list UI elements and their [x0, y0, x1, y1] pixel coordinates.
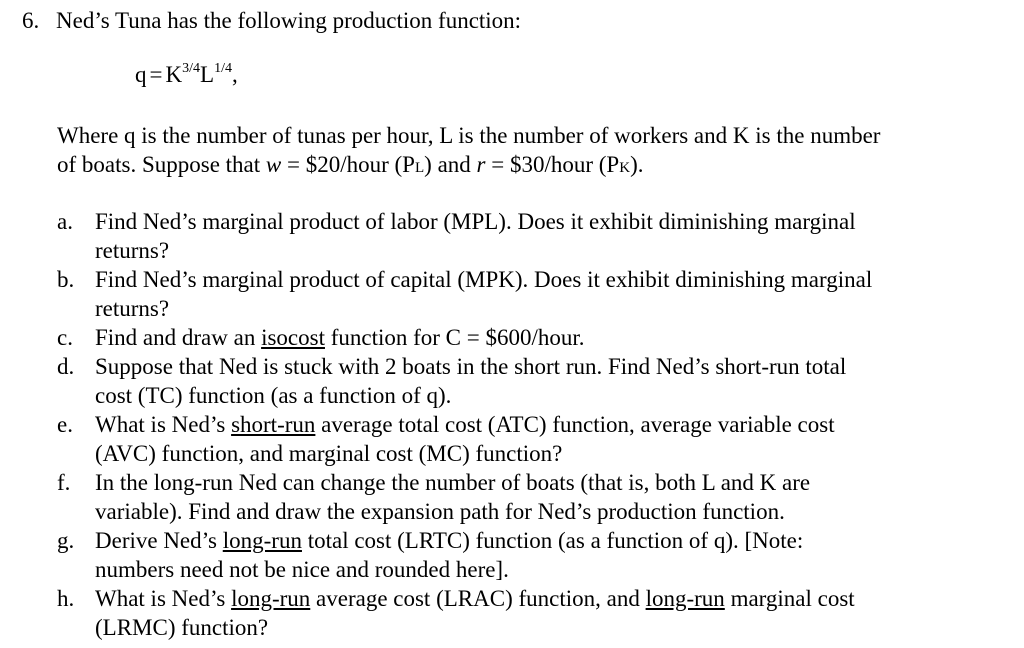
- part-label: f.: [57, 470, 71, 495]
- sub-question-e: [57, 410, 987, 468]
- part-line: numbers need not be nice and rounded here].: [95, 557, 509, 582]
- part-line: (AVC) function, and marginal cost (MC) function?: [95, 441, 563, 466]
- part-label: c.: [57, 325, 73, 350]
- part-line: returns?: [95, 238, 170, 263]
- underlined-term: long-run: [645, 586, 725, 611]
- part-label: b.: [57, 267, 75, 292]
- rental-symbol: r: [476, 152, 486, 177]
- part-text: [95, 323, 987, 352]
- sub-question-g: [57, 526, 987, 584]
- sub-question-a: [57, 207, 987, 265]
- intro-text: = $30/hour (P: [485, 152, 620, 177]
- question-number: 6.: [22, 8, 40, 33]
- formula-k-exponent: 3/4: [182, 61, 200, 76]
- underlined-term: short-run: [231, 412, 316, 437]
- part-label: d.: [57, 354, 75, 379]
- part-line: variable). Find and draw the expansion path for Ned’s production function.: [95, 499, 785, 524]
- part-text: [95, 468, 987, 526]
- part-line: returns?: [95, 296, 170, 321]
- problem-intro: [57, 121, 987, 183]
- part-text: [95, 526, 987, 584]
- part-label: h.: [57, 586, 75, 611]
- intro-text: = $20/hour (P: [281, 152, 415, 177]
- part-line: Find Ned’s marginal product of labor (MPL). Does it exhibit diminishing marginal: [95, 209, 856, 234]
- part-line: Find Ned’s marginal product of capital (MPK). Does it exhibit diminishing marginal: [95, 267, 873, 292]
- formula-l-exponent: 1/4: [214, 61, 232, 76]
- part-text-run: Derive Ned’s: [95, 528, 223, 553]
- part-text-run: Find and draw an: [95, 325, 262, 350]
- part-text-run: total cost (LRTC) function (as a function of q). [Note:: [301, 528, 804, 553]
- sub-question-c: [57, 323, 987, 352]
- formula-k: K: [165, 62, 183, 87]
- capital-price-subscript: K: [619, 160, 631, 176]
- formula-l: L: [200, 62, 215, 87]
- part-text: [95, 207, 987, 265]
- intro-text: of boats. Suppose that: [57, 152, 266, 177]
- part-label: g.: [57, 528, 75, 553]
- part-text-run: average total cost (ATC) function, average variable cost: [315, 412, 835, 437]
- part-line: [95, 526, 987, 555]
- part-line: (LRMC) function?: [95, 615, 269, 640]
- intro-text: ).: [630, 152, 644, 177]
- part-line: [95, 584, 987, 613]
- intro-line-1: Where q is the number of tunas per hour, L is the number of workers and K is the number: [57, 123, 881, 148]
- wage-symbol: w: [265, 152, 282, 177]
- formula-lhs: q: [135, 62, 147, 87]
- sub-question-list: [57, 207, 987, 642]
- question-title: Ned’s Tuna has the following production function:: [56, 8, 522, 33]
- part-text: [95, 410, 987, 468]
- underlined-term: isocost: [261, 325, 325, 350]
- part-label: e.: [57, 412, 73, 437]
- part-text: [95, 352, 987, 410]
- part-text-run: marginal cost: [724, 586, 855, 611]
- formula-trail: ,: [231, 62, 238, 87]
- part-line: [95, 410, 987, 439]
- question-heading: [22, 6, 521, 35]
- part-line: Suppose that Ned is stuck with 2 boats in the short run. Find Ned’s short-run total: [95, 354, 847, 379]
- part-text-run: average cost (LRAC) function, and: [310, 586, 646, 611]
- part-line: In the long-run Ned can change the number of boats (that is, both L and K are: [95, 470, 811, 495]
- part-text: [95, 265, 987, 323]
- part-label: a.: [57, 209, 73, 234]
- labor-price-subscript: L: [414, 160, 425, 176]
- formula-equals: =: [149, 62, 163, 87]
- part-text-run: What is Ned’s: [95, 412, 232, 437]
- sub-question-b: [57, 265, 987, 323]
- part-text-run: function for C = $600/hour.: [324, 325, 585, 350]
- intro-line-2: [57, 150, 987, 183]
- part-line: cost (TC) function (as a function of q).: [95, 383, 452, 408]
- intro-text: ) and: [424, 152, 477, 177]
- underlined-term: long-run: [231, 586, 311, 611]
- production-function-formula: [135, 60, 238, 89]
- sub-question-h: [57, 584, 987, 642]
- underlined-term: long-run: [222, 528, 302, 553]
- part-line: [95, 323, 987, 352]
- part-text: [95, 584, 987, 642]
- sub-question-f: [57, 468, 987, 526]
- sub-question-d: [57, 352, 987, 410]
- part-text-run: What is Ned’s: [95, 586, 232, 611]
